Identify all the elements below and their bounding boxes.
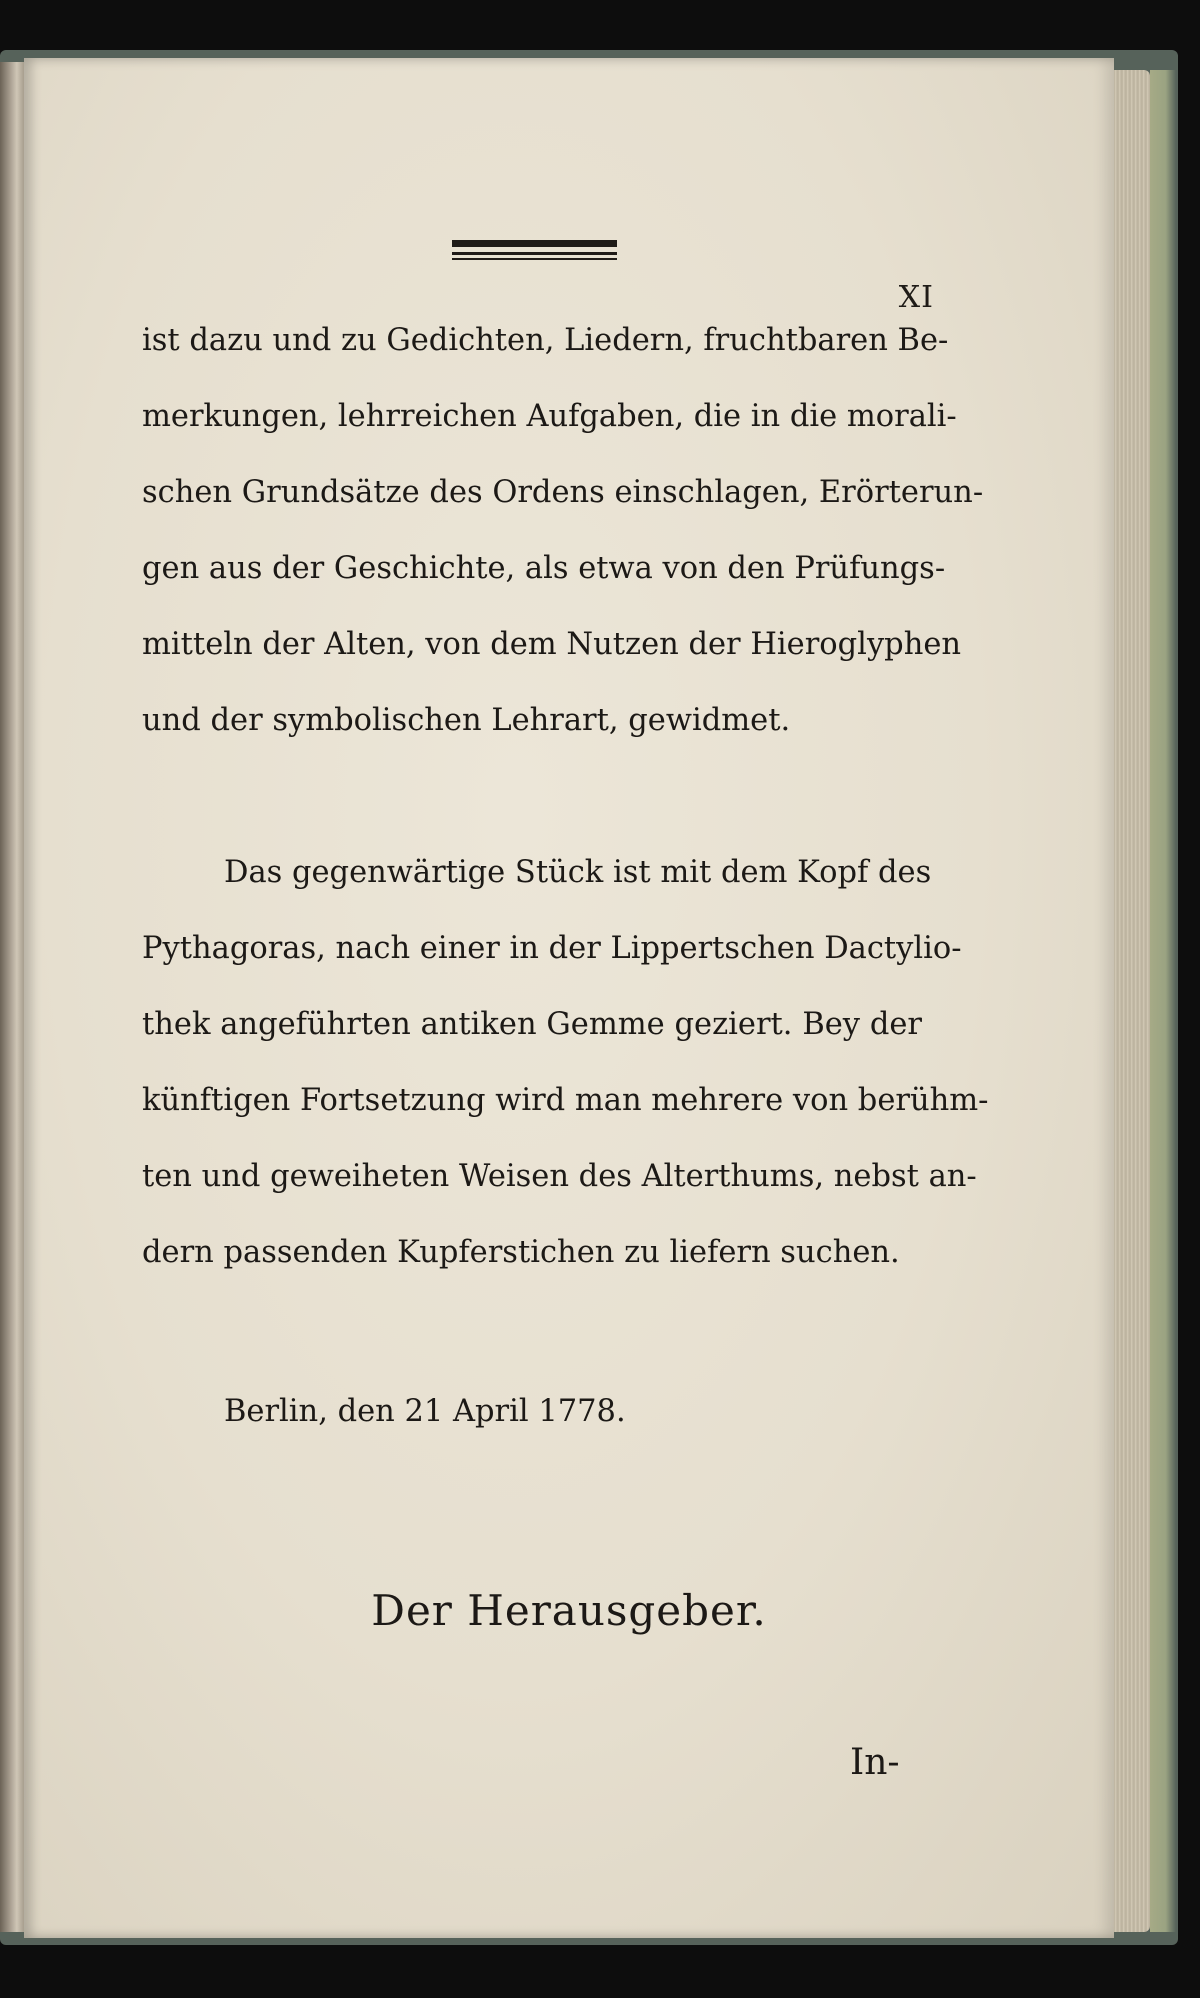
text-line: künftigen Fortsetzung wird man mehrere von berühm- xyxy=(142,1083,989,1118)
text-line: und der symbolischen Lehrart, gewidmet. xyxy=(142,703,791,738)
header-rule xyxy=(452,258,617,260)
book-page xyxy=(24,58,1114,1938)
text-line: ten und geweiheten Weisen des Alterthums, nebst an- xyxy=(142,1159,977,1194)
text-line: Pythagoras, nach einer in der Lippertschen Dactylio- xyxy=(142,931,962,966)
page-fore-edge xyxy=(1108,70,1150,1932)
text-line: gen aus der Geschichte, als etwa von den Prüfungs- xyxy=(142,551,946,586)
page-number: XI xyxy=(898,280,934,315)
text-line: thek angeführten antiken Gemme geziert. Bey der xyxy=(142,1007,922,1042)
header-rule xyxy=(452,240,617,247)
text-line: dern passenden Kupferstichen zu liefern suchen. xyxy=(142,1235,900,1270)
date-line: Berlin, den 21 April 1778. xyxy=(224,1394,626,1429)
cover-edge-strip xyxy=(1150,70,1176,1932)
text-line: merkungen, lehrreichen Aufgaben, die in die morali- xyxy=(142,399,957,434)
text-line: schen Grundsätze des Ordens einschlagen, Erörterun- xyxy=(142,475,984,510)
signature: Der Herausgeber. xyxy=(371,1586,767,1635)
header-rule xyxy=(452,252,617,255)
catchword: In- xyxy=(850,1742,900,1783)
text-line: Das gegenwärtige Stück ist mit dem Kopf des xyxy=(224,855,932,890)
left-page-edge xyxy=(0,62,24,1932)
text-line: ist dazu und zu Gedichten, Liedern, fruchtbaren Be- xyxy=(142,323,949,358)
text-line: mitteln der Alten, von dem Nutzen der Hieroglyphen xyxy=(142,627,962,662)
